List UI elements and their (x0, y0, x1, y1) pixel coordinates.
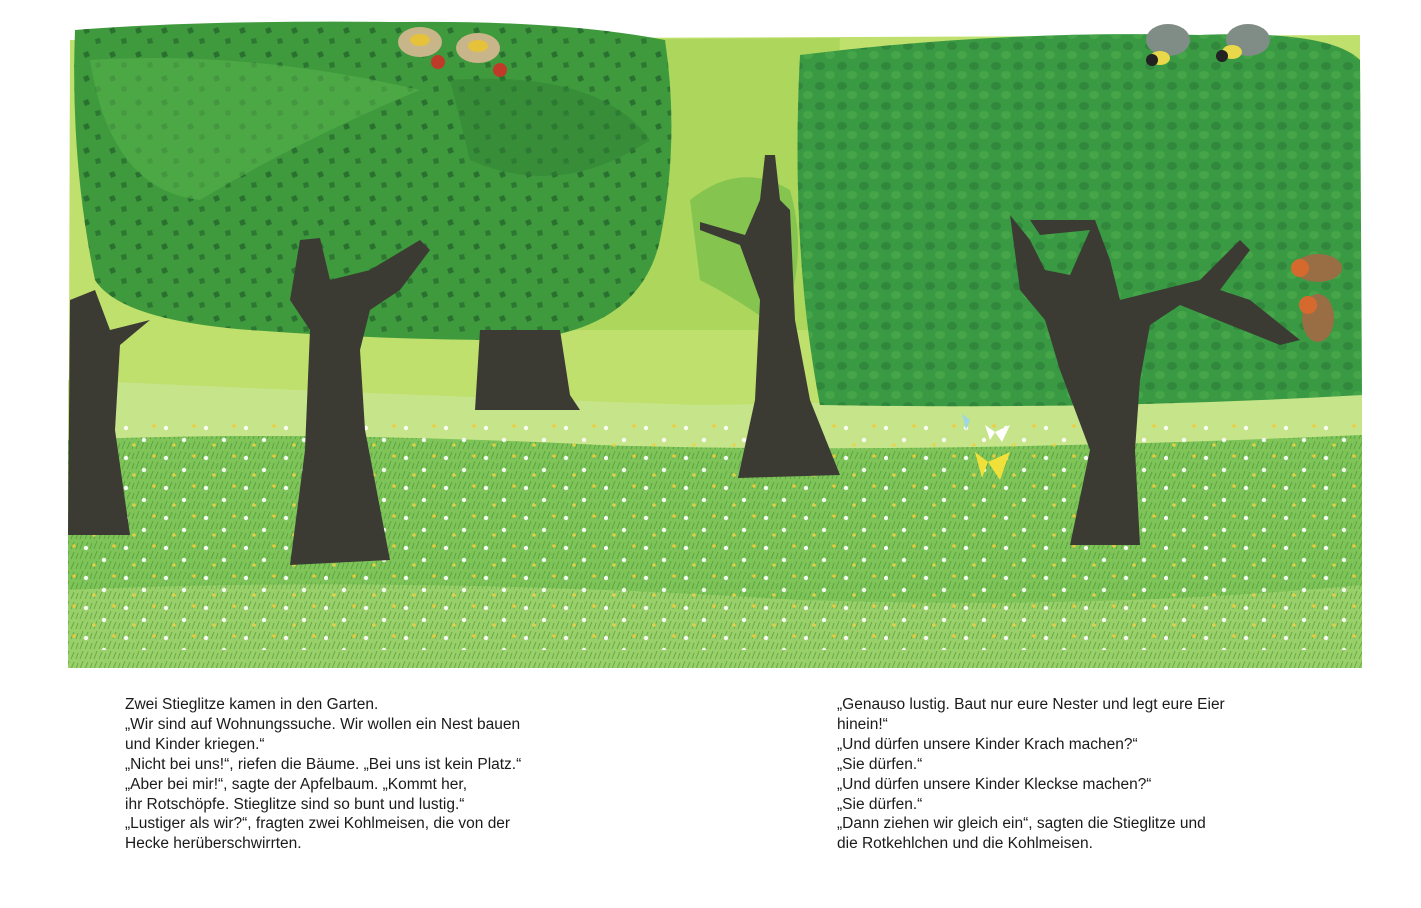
text-line: „Und dürfen unsere Kinder Kleckse machen?“ (837, 775, 1152, 793)
text-line: „Genauso lustig. Baut nur eure Nester und legt eure Eier (837, 696, 1225, 713)
text-line: „Und dürfen unsere Kinder Krach machen?“ (837, 735, 1138, 753)
text-line: „Aber bei mir!“, sagte der Apfelbaum. „Kommt her, (125, 775, 467, 793)
story-text-left (125, 695, 685, 854)
text-line: „Lustiger als wir?“, fragten zwei Kohlmeisen, die von der (125, 815, 511, 833)
text-line: ihr Rotschöpfe. Stieglitze sind so bunt und lustig.“ (125, 795, 465, 813)
text-line: „Wir sind auf Wohnungssuche. Wir wollen ein Nest bauen (125, 715, 521, 733)
story-text-right (837, 695, 1337, 854)
text-line: hinein!“ (837, 715, 888, 733)
text-line: „Sie dürfen.“ (837, 795, 923, 813)
text-line: die Rotkehlchen und die Kohlmeisen. (837, 835, 1093, 853)
meadow (68, 380, 1362, 668)
text-line: Hecke herüberschwirrten. (125, 835, 302, 853)
text-line: „Nicht bei uns!“, riefen die Bäume. „Bei uns ist kein Platz.“ (125, 755, 522, 773)
text-line: und Kinder kriegen.“ (125, 735, 265, 753)
text-line: „Sie dürfen.“ (837, 755, 923, 773)
text-line: Zwei Stieglitze kamen in den Garten. (125, 696, 379, 713)
text-line: „Dann ziehen wir gleich ein“, sagten die Stieglitze und (837, 815, 1206, 833)
